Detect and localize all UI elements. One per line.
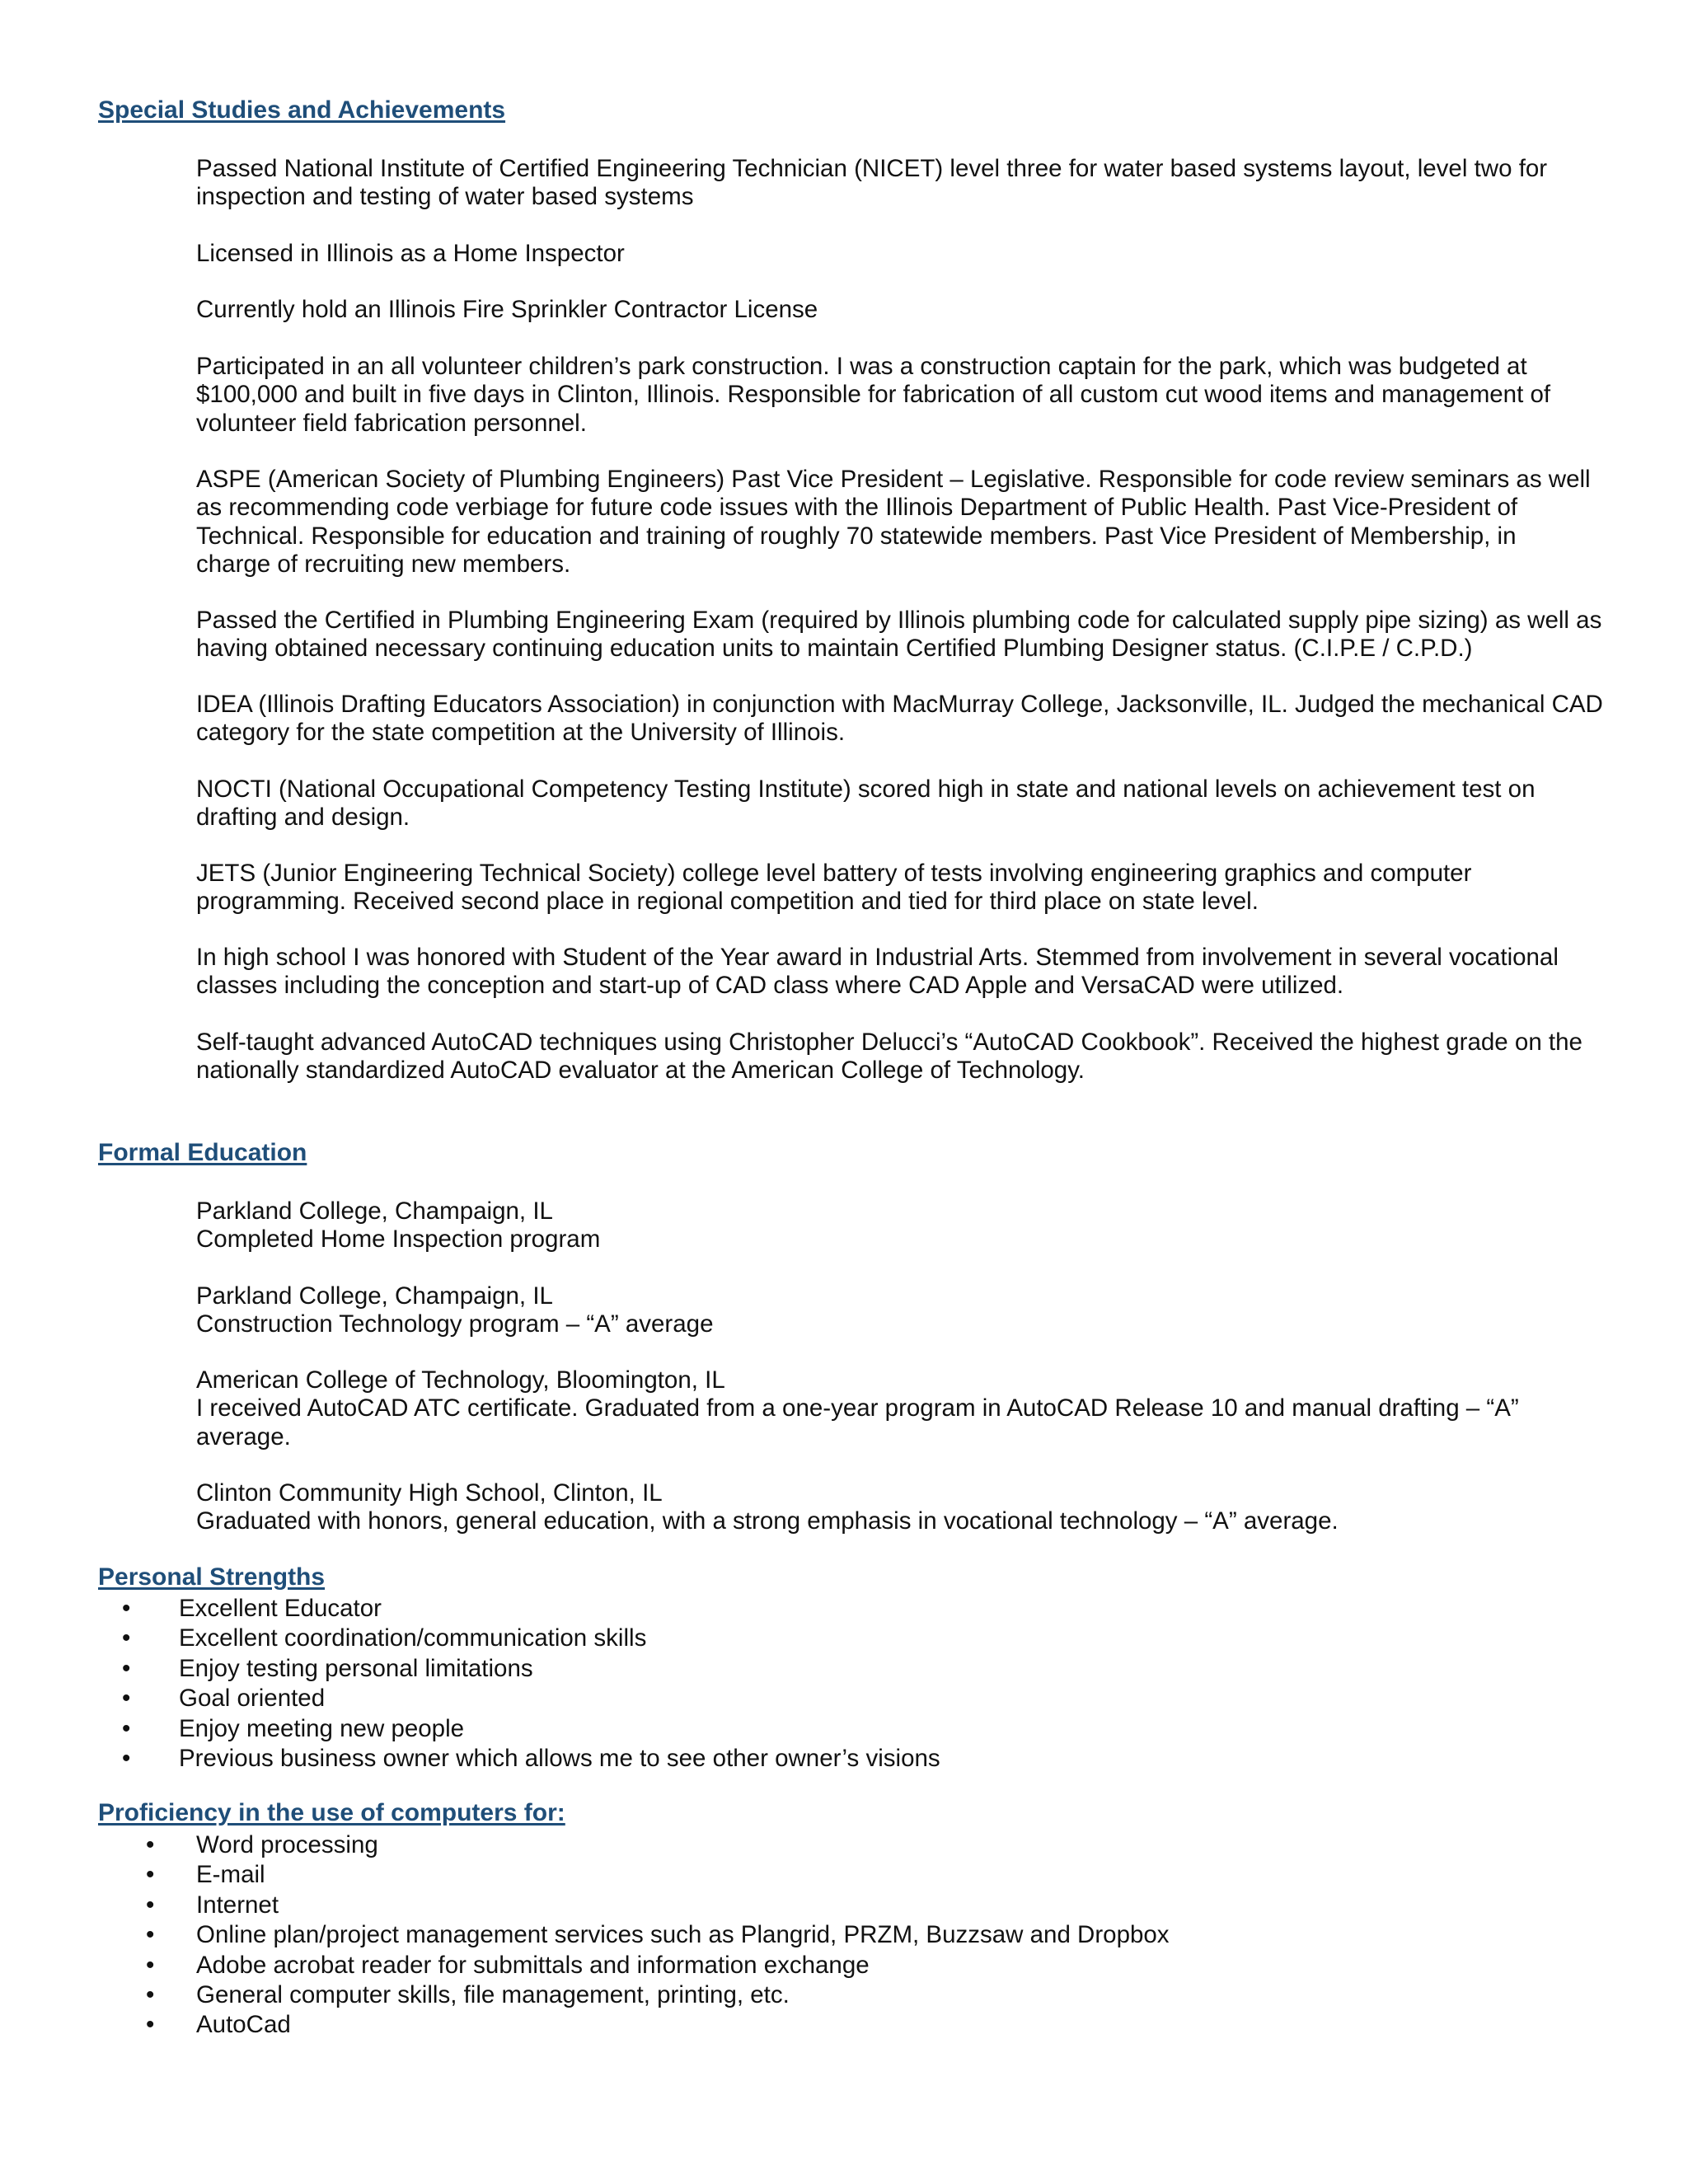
list-item bbox=[0, 1920, 1170, 1950]
list-item-text: Adobe acrobat reader for submittals and information exchange bbox=[196, 1951, 870, 1979]
list-item-text: Goal oriented bbox=[179, 1685, 326, 1713]
education-item: Clinton Community High School, Clinton, IL Graduated with honors, general education, with a strong emphasis in vocational technology – “A” average. bbox=[196, 1479, 1339, 1535]
bullet-icon: • bbox=[146, 1951, 155, 1979]
bullet-icon: • bbox=[146, 1891, 155, 1919]
special-studies-item: Passed the Certified in Plumbing Engineering Exam (required by Illinois plumbing code for calculated supply pipe sizing) as well as having obtained necessary continuing education units to maintain Certified Plumbing Designer status. (C.I.P.E / C.P.D.) bbox=[196, 607, 1602, 663]
formal-education-heading: Formal Education bbox=[98, 1139, 307, 1166]
computer-proficiency-list bbox=[0, 1830, 1170, 2041]
list-item bbox=[0, 1654, 940, 1684]
special-studies-item: Participated in an all volunteer children’s park construction. I was a construction captain for the park, which was budgeted at $100,000 and built in five days in Clinton, Illinois. Responsible for fabrication of all custom cut wood items and management of volunteer field fabrication personnel. bbox=[196, 353, 1551, 437]
bullet-icon: • bbox=[146, 2011, 155, 2039]
list-item bbox=[0, 1980, 1170, 2010]
bullet-icon: • bbox=[122, 1745, 131, 1773]
special-studies-item: Currently hold an Illinois Fire Sprinkler Contractor License bbox=[196, 296, 818, 323]
list-item-text: Enjoy meeting new people bbox=[179, 1714, 465, 1742]
bullet-icon: • bbox=[122, 1654, 131, 1682]
list-item bbox=[0, 1714, 940, 1744]
special-studies-item: ASPE (American Society of Plumbing Engineers) Past Vice President – Legislative. Responsible for code review seminars as well as recommending code verbiage for future code issues with the Illinois Department of Public Health. Past Vice-President of Technical. Responsible for education and training of roughly 70 statewide members. Past Vice President of Membership, in charge of recruiting new members. bbox=[196, 466, 1591, 578]
list-item-text: Internet bbox=[196, 1891, 279, 1919]
special-studies-item: Passed National Institute of Certified Engineering Technician (NICET) level three for water based systems layout, level two for inspection and testing of water based systems bbox=[196, 155, 1548, 211]
list-item-text: Word processing bbox=[196, 1831, 378, 1858]
list-item-text: Excellent coordination/communication skills bbox=[179, 1624, 647, 1652]
list-item-text: General computer skills, file management, printing, etc. bbox=[196, 1981, 790, 2009]
education-item: American College of Technology, Bloomington, IL I received AutoCAD ATC certificate. Graduated from a one-year program in AutoCAD Release 10 and manual drafting – “A” average. bbox=[196, 1366, 1519, 1451]
special-studies-heading: Special Studies and Achievements bbox=[98, 96, 506, 124]
personal-strengths-heading: Personal Strengths bbox=[98, 1563, 326, 1591]
list-item bbox=[0, 1624, 940, 1653]
list-item-text: Online plan/project management services such as Plangrid, PRZM, Buzzsaw and Dropbox bbox=[196, 1921, 1170, 1949]
bullet-icon: • bbox=[146, 1921, 155, 1949]
personal-strengths-list bbox=[0, 1594, 940, 1774]
special-studies-item: IDEA (Illinois Drafting Educators Association) in conjunction with MacMurray College, Jacksonville, IL. Judged the mechanical CAD category for the state competition at the University of Illinois. bbox=[196, 691, 1603, 747]
education-item: Parkland College, Champaign, IL Construction Technology program – “A” average bbox=[196, 1282, 714, 1338]
education-item: Parkland College, Champaign, IL Completed Home Inspection program bbox=[196, 1197, 601, 1254]
list-item bbox=[0, 1891, 1170, 1920]
list-item bbox=[0, 1744, 940, 1774]
special-studies-item: Self-taught advanced AutoCAD techniques using Christopher Delucci’s “AutoCAD Cookbook”. Received the highest grade on the nationally standardized AutoCAD evaluator at the American College of Technology. bbox=[196, 1029, 1582, 1085]
list-item-text: AutoCad bbox=[196, 2011, 291, 2039]
list-item bbox=[0, 1830, 1170, 1860]
bullet-icon: • bbox=[146, 1861, 155, 1889]
list-item bbox=[0, 1951, 1170, 1980]
list-item-text: E-mail bbox=[196, 1861, 265, 1889]
list-item bbox=[0, 1594, 940, 1624]
bullet-icon: • bbox=[146, 1831, 155, 1858]
special-studies-item: Licensed in Illinois as a Home Inspector bbox=[196, 240, 625, 267]
special-studies-item: NOCTI (National Occupational Competency Testing Institute) scored high in state and national levels on achievement test on drafting and design. bbox=[196, 776, 1536, 832]
bullet-icon: • bbox=[122, 1624, 131, 1652]
list-item-text: Enjoy testing personal limitations bbox=[179, 1654, 533, 1682]
list-item-text: Excellent Educator bbox=[179, 1595, 382, 1622]
bullet-icon: • bbox=[146, 1981, 155, 2009]
list-item bbox=[0, 1860, 1170, 1890]
list-item bbox=[0, 2010, 1170, 2040]
bullet-icon: • bbox=[122, 1595, 131, 1622]
list-item-text: Previous business owner which allows me to see other owner’s visions bbox=[179, 1745, 940, 1773]
list-item bbox=[0, 1684, 940, 1713]
special-studies-item: In high school I was honored with Student of the Year award in Industrial Arts. Stemmed from involvement in several vocational classes including the conception and start-up of CAD class where CAD Apple and VersaCAD were utilized. bbox=[196, 944, 1559, 1000]
special-studies-item: JETS (Junior Engineering Technical Society) college level battery of tests involving engineering graphics and computer programming. Received second place in regional competition and tied for third place on state level. bbox=[196, 860, 1472, 916]
bullet-icon: • bbox=[122, 1685, 131, 1713]
bullet-icon: • bbox=[122, 1714, 131, 1742]
computer-proficiency-heading: Proficiency in the use of computers for: bbox=[98, 1799, 565, 1826]
